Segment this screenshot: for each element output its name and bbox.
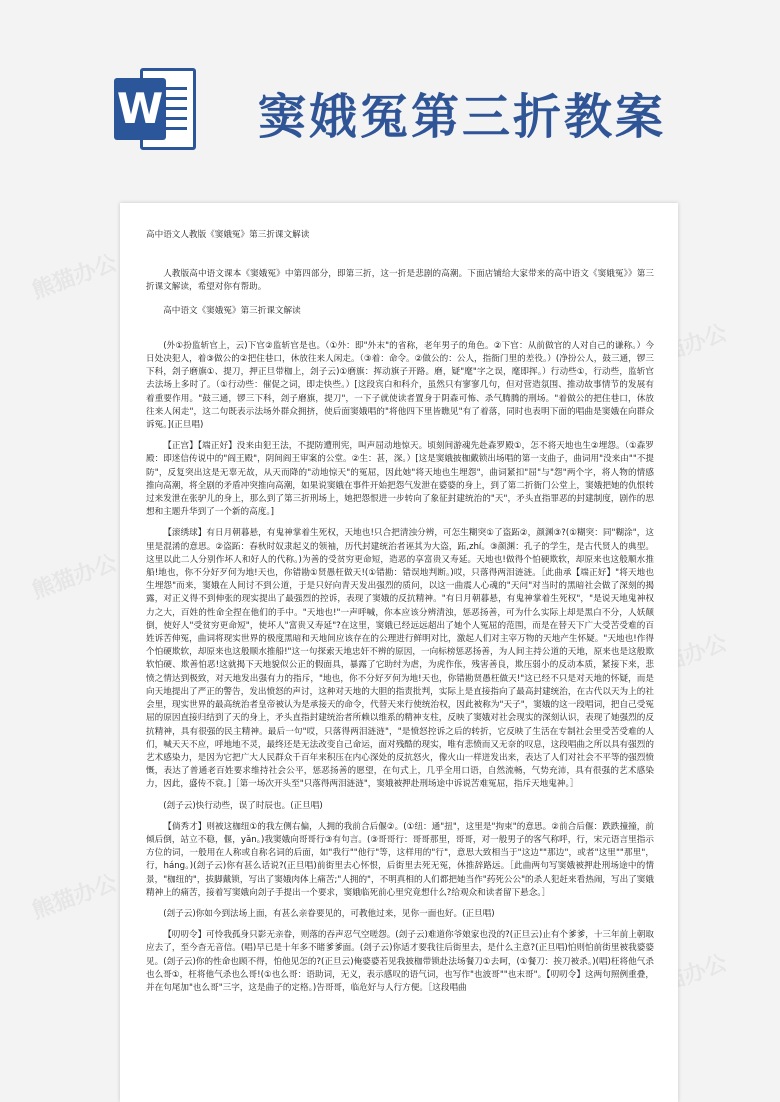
watermark: 熊猫办公 — [29, 250, 121, 305]
word-badge: W — [114, 78, 166, 140]
body-paragraph: (刽子云)快行动些，误了时辰也。(正旦唱) — [163, 800, 323, 811]
document-body — [146, 229, 654, 1003]
watermark: 熊猫办公 — [639, 320, 731, 375]
word-document-icon — [114, 68, 196, 150]
watermark: 熊猫办公 — [639, 950, 731, 1005]
document-heading: 高中语文人教版《窦娥冤》第三折课文解读 — [146, 230, 310, 240]
body-paragraph: 【叨叨令】可怜我孤身只影无亲眷，则落的吞声忍气空嗟怨。(刽子云)难道你爷娘家也没的?(正旦云)止有个爹爹，十三年前上朝取应去了，至今杳无音信。(唱)早已是十年多不睹爹爹面。(刽子云)你适才要我往后街里去，是什么主意?(正旦唱)怕则怕前街里被我婆婆见。(刽子云)你的性命也顾不得，怕他见怎的?(正旦云)俺婆婆若见我披枷带锁赴法场餐刀①去呵，(①餐刀：挨刀被杀。)(唱)枉将他气杀也么哥①，枉将他气杀也么哥!(①也么哥：语助词，无义，表示感叹的语气词，也写作"也波哥""也末哥"。【叨叨令】这两句照例重叠，并在句尾加"也么哥"三字，这是曲子的定格。)告哥哥，临危好与人行方便。［这段唱曲 — [146, 930, 654, 993]
watermark: 熊猫办公 — [29, 870, 121, 925]
watermark: 熊猫办公 — [639, 630, 731, 685]
body-paragraph: (刽子云)你如今到法场上面，有甚么亲眷要见的，可教他过来，见你一面也好。(正旦唱) — [163, 908, 495, 919]
page-title: 窦娥冤第三折教案 — [258, 89, 667, 145]
document-page — [120, 203, 678, 1102]
page-header — [0, 0, 780, 190]
body-paragraph: 【倘秀才】则被这枷纽①的我左侧右偏，人拥的我前合后偃②。(①纽：通"扭"，这里是"拘束"的意思。②前合后偃：跌跌撞撞，前倾后倒，站立不稳，偃，yǎn。)我窦娥向哥哥行③有句言。(③哥哥行：哥哥那里，哥哥，对一般男子的客气称呼，行，宋元语言里指示方位的词，一般用在人称或自称名词的后面，如"我行""他行"等，这样用的"行"，意思大致相当于"这边""那边"，或者"这里""那里"，行，háng。)(刽子云)你有甚么话说?(正旦唱)前街里去心怀恨，后街里去死无冤，休推辞路远。［此曲两句写窦娥被押赴刑场途中的情景，"枷纽的"，拔脚戴锁，写出了窦娥肉体上痛苦;"人拥的"，不明真相的人们都把她当作"药死公公"的杀人犯赶来看热闹，写出了窦娥精神上的痛苦，接着写窦娥向刽子手提出一个要求，窦娥临死前心里究竟想什么?给观众和读者留下悬念。］ — [146, 821, 654, 898]
body-paragraph: 【正宫】【端正好】没来由犯王法，不提防遭刑宪，叫声屈动地惊天。顷刻间游魂先赴森罗殿①，怎不将天地也生②埋怨。（①森罗殿：即迷信传说中的"阎王殿"，阴间阎王审案的公堂。②生：甚，深。）[这是窦娥披枷戴锁出场唱的第一支曲子，曲词用"没来由""不提防"，反复突出这是无辜无故，从天而降的"动地惊天"的冤屈，因此她"将天地也生埋怨"，曲词紧扣"屈"与"怨"两个字，将人物的情感推向高潮，将全剧的矛盾冲突推向高潮，如果说窦娥在事件开始把怨气发泄在婆婆的身上，到了第二折衙门公堂上，窦娥把她的仇恨转过来发泄在张驴儿的身上，那么到了第三折刑场上，她把怨恨进一步转向了象征封建统治的"天"，矛头直指罪恶的封建制度，剧作的思想和主题升华到了一个新的高度。] — [146, 441, 654, 518]
section-subheading: 高中语文《窦娥冤》第三折课文解读 — [163, 305, 301, 316]
intro-paragraph: 人教版高中语文课本《窦娥冤》中第四部分，即第三折，这一折是悲剧的高潮。下面店铺给大家带来的高中语文《窦娥冤》》第三折课文解读，希望对你有帮助。 — [146, 269, 654, 293]
body-paragraph: (外①扮监斩官上，云)下官②监斩官是也。（①外：即"外末"的省称，老年男子的角色。②下官：从前做官的人对自己的谦称。）今日处决犯人，着③做公的②把住巷口，休放往来人闲走。（③着：命令。②做公的：公人，指衙门里的差役。）(净扮公人，鼓三通，锣三下科，刽子磨旗①、提刀，押正旦带枷上，刽子云)①磨旗：挥动旗子开路。磨，疑"麾"字之误，麾即挥。）行动些①，行动些，监斩官去法场上多时了。（①行动些：催促之词，即走快些。）[这段宾白和科介，虽然只有寥寥几句，但对营造氛围、推动故事情节的发展有着重要作用。"鼓三通，锣三下科，刽子磨旗，提刀"，一下子就使读者置身于阴森可怖、杀气腾腾的刑场。"着做公的把住巷口，休放往来人闲走"，这二句既表示法场外群众拥挤，使后面窦娥唱的"将他四下里皆瞧见"有了着落，同时也表明下面的唱曲是窦娥在向群众诉冤。](正旦唱) — [146, 340, 654, 431]
body-paragraph: 【滚绣球】有日月朝暮悬，有鬼神掌着生死权，天地也!只合把清浊分辨，可怎生糊突①了盗跖②，颜渊③?(①糊突：同"糊涂"，这里是混淆的意思。②盗跖：春秋时奴隶起义的领袖，历代封建统治者诬其为大盗，跖,zhí。③颜渊：孔子的学生，是古代贤人的典型。这里以此二人分别作坏人和好人的代称。)为善的受贫穷更命短，造恶的享富贵又寿延。天地也!做得个怕硬欺软，却原来也这般顺水推船!地也，你不分好歹何为地!天也，你错勘①贤愚枉做天!(①错勘：错误地判断。)哎，只落得两泪涟涟。［此曲承【端正好】"将天地也生埋怨"而来，窦娥在人间讨不到公道，于是只好向青天发出强烈的质问，以这一曲震人心魂的"天问"对当时的黑暗社会做了深刻的揭露，对正义得不到伸张的现实提出了最强烈的控诉，表现了窦娥的反抗精神。"有日月朝暮悬，有鬼神掌着生死权"，"是说天地鬼神权力之大，百姓的性命全捏在他们的手中。"天地也!"一声呼喊，你本应该分辨清浊，惩恶扬善，可为什么实际上却是黑白不分，人妖颠倒，使好人"受贫穷更命短"，使坏人"富贵又寿延"?在这里，窦娥已经远远超出了她个人冤屈的范围，而是在替天下广大受苦受难的百姓诉苦伸冤，曲词将现实世界的极度黑暗和天地间应该存在的公理进行鲜明对比，激起人们对主宰万物的天地产生怀疑。"天地也!作得个怕硬欺软，却原来也这般顺水推船!"这一句探索天地忠奸不辨的原因，一向标榜惩恶扬善，为人间主持公道的天地，原来也是这般欺软怕硬、欺善怕恶!这就揭下天地貌似公正的假面具，暴露了它助纣为虐，为虎作伥，残害善良，欺压弱小的反动本质，紧接下来，悲愤之情达到极致，对天地发出强有力的指斥，"地也，你不分好歹何为地!天也，你错勘贤愚枉做天!"这已经不只是对天地的怀疑，而是向天地提出了严正的警告，发出愤怒的声讨，这种对天地的大胆的指责批判，实际上是直接指向了最高封建统治，在古代以天为上的社会里，现实世界的最高统治者皇帝被认为是承接天的命令，代替天来行使统治权，因此被称为"天子"，窦娥的这一段唱词，把自己受冤屈的原因直接归结到了天的身上，矛头直指封建统治者所赖以维系的精神支柱，反映了窦娥对社会现实的深刻认识，表现了她强烈的反抗精神，具有很强的民主精神。最后一句"哎，只落得两泪涟涟"，"是愤怒控诉之后的转折，它反映了生活在专制社会里受苦受难的人们，喊天天不应，呼地地不灵，最终还是无法改变自己命运，面对残酷的现实，唯有悲愤而又无奈的叹息，这段唱曲之所以具有强烈的艺术感染力，是因为它把广大人民群众千百年来积压在内心深处的反抗怒火，像火山一样迸发出来，表达了人们对社会不平等的强烈愤慨，表达了普通老百姓要求维持社会公平，惩恶扬善的愿望，在句式上，几乎全用口语，自然流畅，气势充沛，具有很强的艺术感染力，因此，盛传不衰。]［第一场次开头至"只落得两泪涟涟"，窦娥被押赴刑场途中诉说苦难冤屈，指斥天地鬼神。］ — [146, 528, 654, 790]
watermark: 熊猫办公 — [29, 550, 121, 605]
